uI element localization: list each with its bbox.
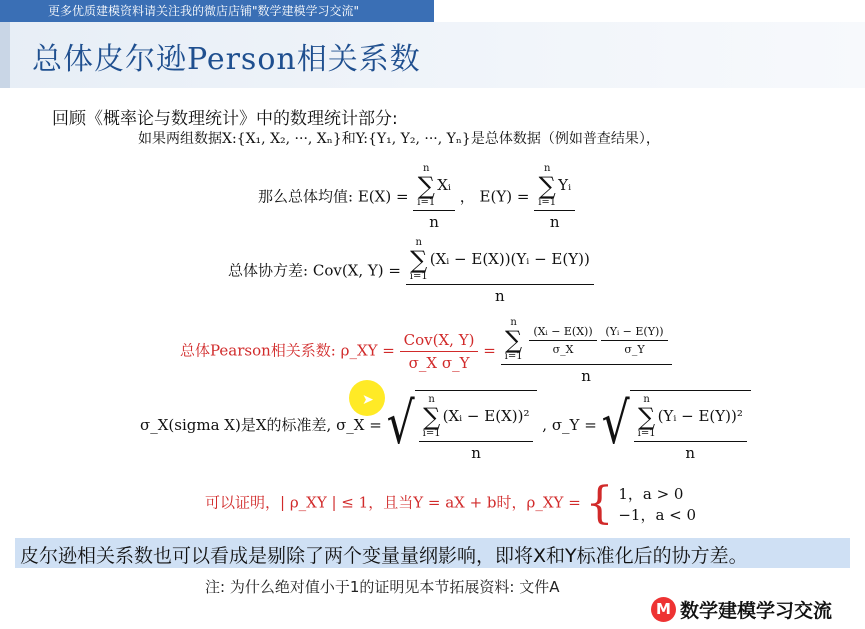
cov-lhs: Cov(X, Y) = (312, 261, 401, 280)
sum-symbol: n ∑ i=1 (409, 237, 428, 282)
data-definition: 如果两组数据X:{X₁, X₂, ···, Xₙ}和Y:{Y₁, Y₂, ···, Yₙ}是总体数据（例如普查结果）， (138, 131, 660, 147)
covariance-formula (228, 238, 594, 305)
pearson-formula (180, 318, 672, 385)
pearson-fraction-2: n ∑ i=1 $\frac{\text{(Xᵢ − E(X))}}{\sigma\_X}$ $\frac{\text{(Yᵢ − E(Y))}}{\sigma\_Y}$ n (501, 318, 672, 385)
cov-label: 总体协方差: (228, 261, 309, 280)
sy-lhs: σ_Y = (551, 416, 597, 434)
ex-fraction: n ∑ i=1 Xᵢ n (413, 164, 455, 231)
sy-sqrt: √ n ∑ i=1 (Yᵢ − E(Y))² n (602, 390, 751, 462)
cases (618, 483, 696, 525)
intro-text: 回顾《概率论与数理统计》中的数理统计部分: (52, 109, 398, 129)
cases-brace: { (585, 478, 614, 529)
sum-symbol: n ∑ i=1 (637, 394, 656, 439)
pearson-eq: = (483, 341, 496, 360)
top-banner (0, 0, 434, 22)
cov-fraction: n ∑ i=1 (Xᵢ − E(X))(Yᵢ − E(Y)) n (406, 238, 594, 305)
sx-lhs: σ_X = (336, 416, 382, 434)
mean-sep: ， (459, 187, 475, 206)
sum-symbol: n ∑ i=1 (538, 163, 557, 208)
slide-title: 总体皮尔逊Person相关系数 (32, 42, 421, 77)
mean-formula (258, 164, 575, 231)
ey-fraction: n ∑ i=1 Yᵢ n (534, 164, 575, 231)
ex-lhs: E(X) = (357, 187, 409, 206)
sigma-sep: , (542, 416, 548, 434)
mean-label: 那么总体均值: (258, 187, 354, 206)
highlight-text: 皮尔逊相关系数也可以看成是剔除了两个变量量纲影响，即将X和Y标准化后的协方差。 (20, 545, 748, 567)
note-text: 注: 为什么绝对值小于1的证明见本节拓展资料: 文件A (205, 578, 560, 596)
sum-symbol: n ∑ i=1 (422, 394, 441, 439)
pearson-fraction-1: $\frac{\text{Cov(X, Y)}}{\text{σ\_X σ\_Y}}$ (400, 331, 479, 372)
proof-statement (205, 478, 696, 529)
cursor-arrow-icon: ➤ (362, 392, 374, 408)
sx-sqrt: √ n ∑ i=1 (Xᵢ − E(X))² n (387, 390, 538, 462)
banner-text: 更多优质建模资料请关注我的微店店铺"数学建模学习交流" (48, 4, 360, 18)
sum-symbol: n ∑ i=1 (417, 163, 436, 208)
proof-text: 可以证明，| ρ_XY | ≤ 1，且当Y = aX + b时，ρ_XY = (205, 493, 581, 512)
pearson-lhs: ρ_XY = (340, 341, 395, 360)
logo-mark-icon: M (651, 597, 676, 622)
logo (651, 596, 832, 623)
stddev-formula (140, 390, 751, 462)
pearson-label: 总体Pearson相关系数: (180, 341, 336, 360)
sigma-label: σ_X(sigma X)是X的标准差, (140, 416, 332, 434)
sum-symbol: n ∑ i=1 (504, 317, 523, 362)
title-stripe (0, 22, 10, 88)
logo-text: 数学建模学习交流 (680, 600, 833, 622)
case-positive: 1，a > 0 (618, 484, 684, 503)
case-negative: −1，a < 0 (618, 505, 697, 524)
ey-lhs: E(Y) = (479, 187, 530, 206)
